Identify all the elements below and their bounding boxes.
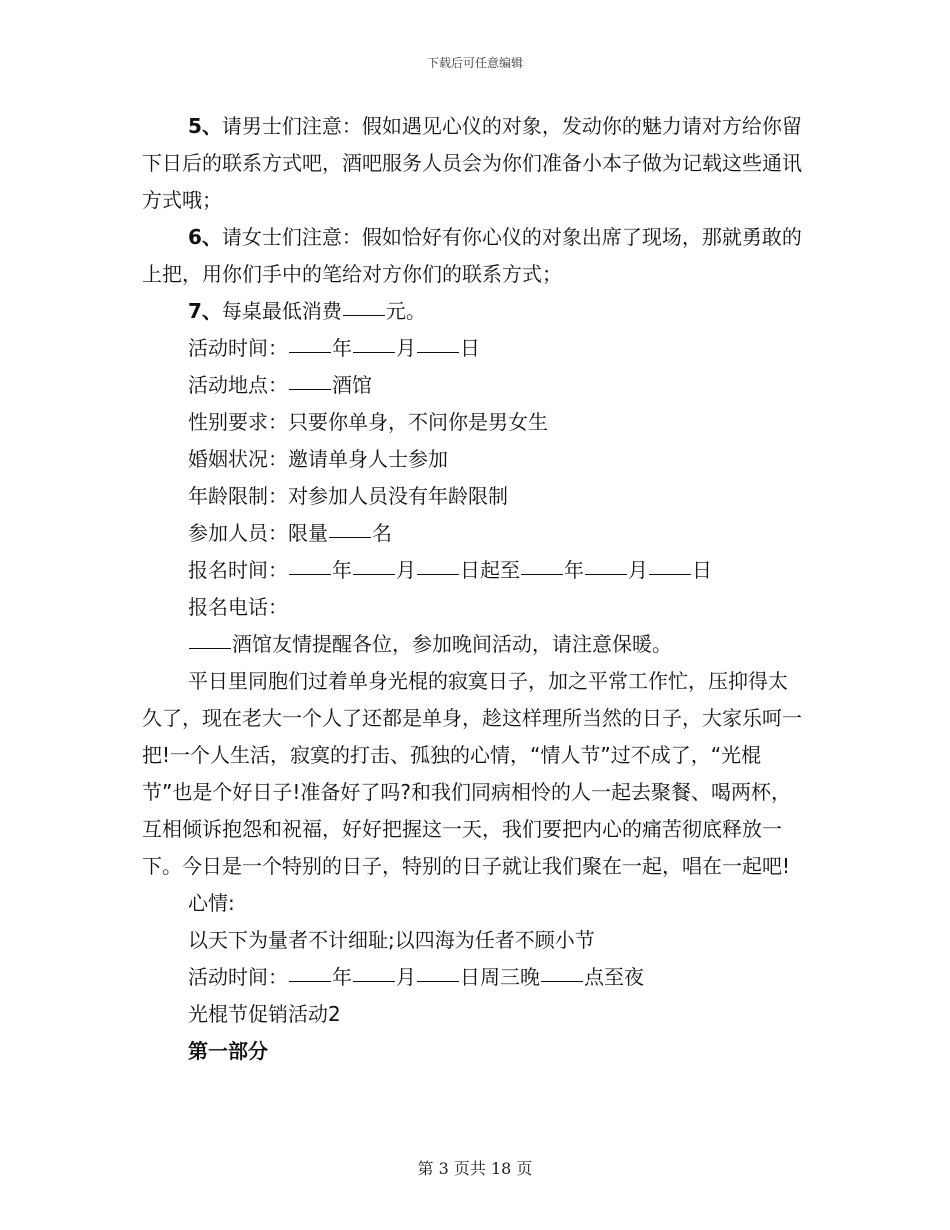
fill-blank bbox=[417, 980, 459, 982]
info-marriage: 婚姻状况：邀请单身人士参加 bbox=[188, 447, 448, 471]
info-people: 参加人员：限量 名 bbox=[188, 521, 392, 545]
fill-blank bbox=[189, 647, 231, 649]
page-footer: 第 3 页共 18 页 bbox=[417, 1159, 533, 1178]
info-time: 活动时间： 年 月 日 bbox=[188, 336, 480, 360]
info-signup: 报名时间： 年 月 日起至 年 月 日 bbox=[188, 558, 712, 582]
fill-blank bbox=[353, 573, 395, 575]
fill-blank bbox=[649, 573, 691, 575]
info-place: 活动地点： 酒馆 bbox=[188, 373, 372, 397]
info-age: 年龄限制：对参加人员没有年龄限制 bbox=[188, 484, 508, 508]
page-header: 下载后可任意编辑 bbox=[426, 56, 523, 70]
fill-blank bbox=[353, 980, 395, 982]
mood-label: 心情: bbox=[188, 891, 235, 915]
fill-blank bbox=[353, 351, 395, 353]
section-title: 光棍节促销活动2 bbox=[188, 1002, 341, 1026]
body-paragraph: 平日里同胞们过着单身光棍的寂寞日子，加之平常工作忙，压抑得太久了，现在老大一个人了还都是单身，趁这样理所当然的日子，大家乐呵一把!一个人生活，寂寞的打击、孤独的心情，“情人节”过不成了，“光棍节”也是个好日子!准备好了吗?和我们同病相怜的人一起去聚餐、喝两杯，互相倾诉抱怨和祝福，好好把握这一天，我们要把内心的痛苦彻底释放一下。今日是一个特别的日子，特别的日子就让我们聚在一起，唱在一起吧! bbox=[142, 669, 802, 878]
list-item: 5、请男士们注意：假如遇见心仪的对象，发动你的魅力请对方给你留下日后的联系方式吧，酒吧服务人员会为你们准备小本子做为记载这些通讯方式哦； bbox=[142, 114, 802, 212]
info-phone: 报名电话： bbox=[188, 595, 288, 619]
fill-blank bbox=[289, 573, 331, 575]
info-reminder: 酒馆友情提醒各位，参加晚间活动，请注意保暖。 bbox=[142, 626, 802, 663]
fill-blank bbox=[417, 573, 459, 575]
fill-blank bbox=[417, 351, 459, 353]
list-item: 7、每桌最低消费 元。 bbox=[188, 299, 426, 323]
document-body bbox=[142, 108, 802, 1070]
fill-blank bbox=[329, 536, 371, 538]
fill-blank bbox=[289, 980, 331, 982]
fill-blank bbox=[521, 573, 563, 575]
fill-blank bbox=[343, 314, 385, 316]
quote: 以天下为量者不计细耻;以四海为任者不顾小节 bbox=[188, 928, 595, 952]
fill-blank bbox=[541, 980, 583, 982]
fill-blank bbox=[585, 573, 627, 575]
info-time-2: 活动时间： 年 月 日周三晚 点至夜 bbox=[188, 965, 644, 989]
fill-blank bbox=[289, 388, 331, 390]
fill-blank bbox=[289, 351, 331, 353]
list-item: 6、请女士们注意：假如恰好有你心仪的对象出席了现场，那就勇敢的上把，用你们手中的笔给对方你们的联系方式； bbox=[142, 225, 802, 286]
info-gender: 性别要求：只要你单身，不问你是男女生 bbox=[188, 410, 548, 434]
section-heading: 第一部分 bbox=[188, 1039, 268, 1063]
